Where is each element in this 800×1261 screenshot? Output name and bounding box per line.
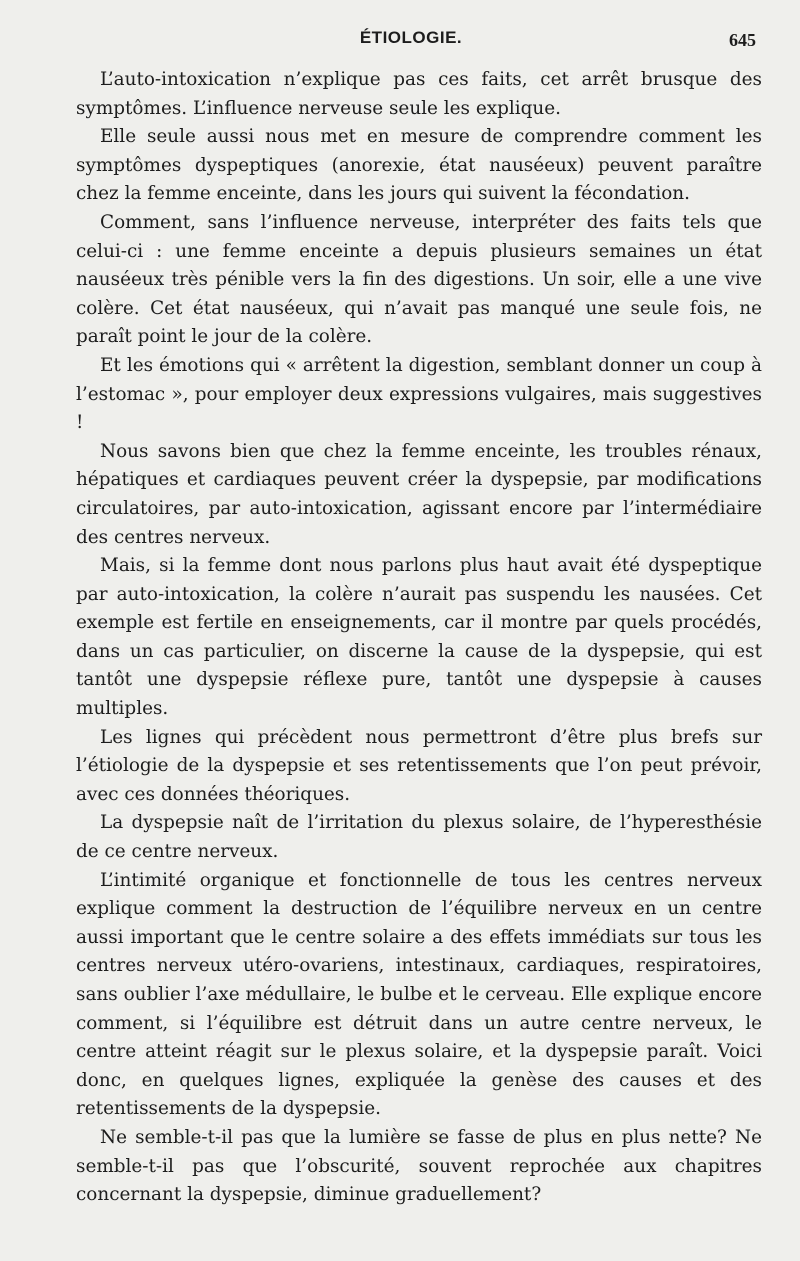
running-header [0, 28, 800, 52]
paragraph: L’intimité organique et fonctionnelle de tous les centres nerveux explique comment la destruction de l’équilibre nerveux en un centre aussi important que le centre solaire a des effets immédiats sur tous les centres nerveux utéro-ovariens, intestinaux, cardiaques, respiratoires, sans oublier l’axe médullaire, le bulbe et le cerveau. Elle explique encore comment, si l’équilibre est détruit dans un autre centre nerveux, le centre atteint réagit sur le plexus solaire, et la dyspepsie paraît. Voici donc, en quelques lignes, expliquée la genèse des causes et des retentissements de la dyspepsie. [76, 869, 762, 1120]
chapter-title: ÉTIOLOGIE. [359, 28, 463, 47]
paragraph: Elle seule aussi nous met en mesure de comprendre comment les symptômes dyspeptiques (anorexie, état nauséeux) peuvent paraître chez la femme enceinte, dans les jours qui suivent la fécondation. [76, 126, 762, 205]
paragraph: Et les émotions qui « arrêtent la digestion, semblant donner un coup à l’estomac », pour employer deux expressions vulgaires, mais suggestives ! [76, 354, 762, 434]
paragraph: Comment, sans l’influence nerveuse, interpréter des faits tels que celui-ci : une femme enceinte a depuis plusieurs semaines un état nauséeux très pénible vers la fin des digestions. Un soir, elle a une vive colère. Cet état nauséeux, qui n’avait pas manqué une seule fois, ne paraît point le jour de la colère. [76, 211, 762, 348]
paragraph: L’auto-intoxication n’explique pas ces faits, cet arrêt brusque des symptômes. L’influence nerveuse seule les explique. [76, 69, 762, 119]
page-number: 645 [729, 30, 756, 50]
paragraph: Mais, si la femme dont nous parlons plus haut avait été dyspeptique par auto-intoxication, la colère n’aurait pas suspendu les nausées. Cet exemple est fertile en enseignements, car il montre par quels procédés, dans un cas particulier, on discerne la cause de la dyspepsie, qui est tantôt une dyspepsie réflexe pure, tantôt une dyspepsie à causes multiples. [76, 555, 762, 720]
body-text [76, 66, 762, 1210]
paragraph: Les lignes qui précèdent nous permettront d’être plus brefs sur l’étiologie de la dyspepsie et ses retentissements que l’on peut prévoir, avec ces données théoriques. [76, 726, 762, 805]
paragraph: Nous savons bien que chez la femme enceinte, les troubles rénaux, hépatiques et cardiaques peuvent créer la dyspepsie, par modifications circulatoires, par auto-intoxication, agissant encore par l’intermédiaire des centres nerveux. [76, 440, 762, 548]
paragraph: La dyspepsie naît de l’irritation du plexus solaire, de l’hyperesthésie de ce centre nerveux. [76, 812, 762, 863]
paragraph: Ne semble-t-il pas que la lumière se fasse de plus en plus nette? Ne semble-t-il pas que l’obscurité, souvent reprochée aux chapitres concernant la dyspepsie, diminue graduellement? [76, 1126, 762, 1206]
